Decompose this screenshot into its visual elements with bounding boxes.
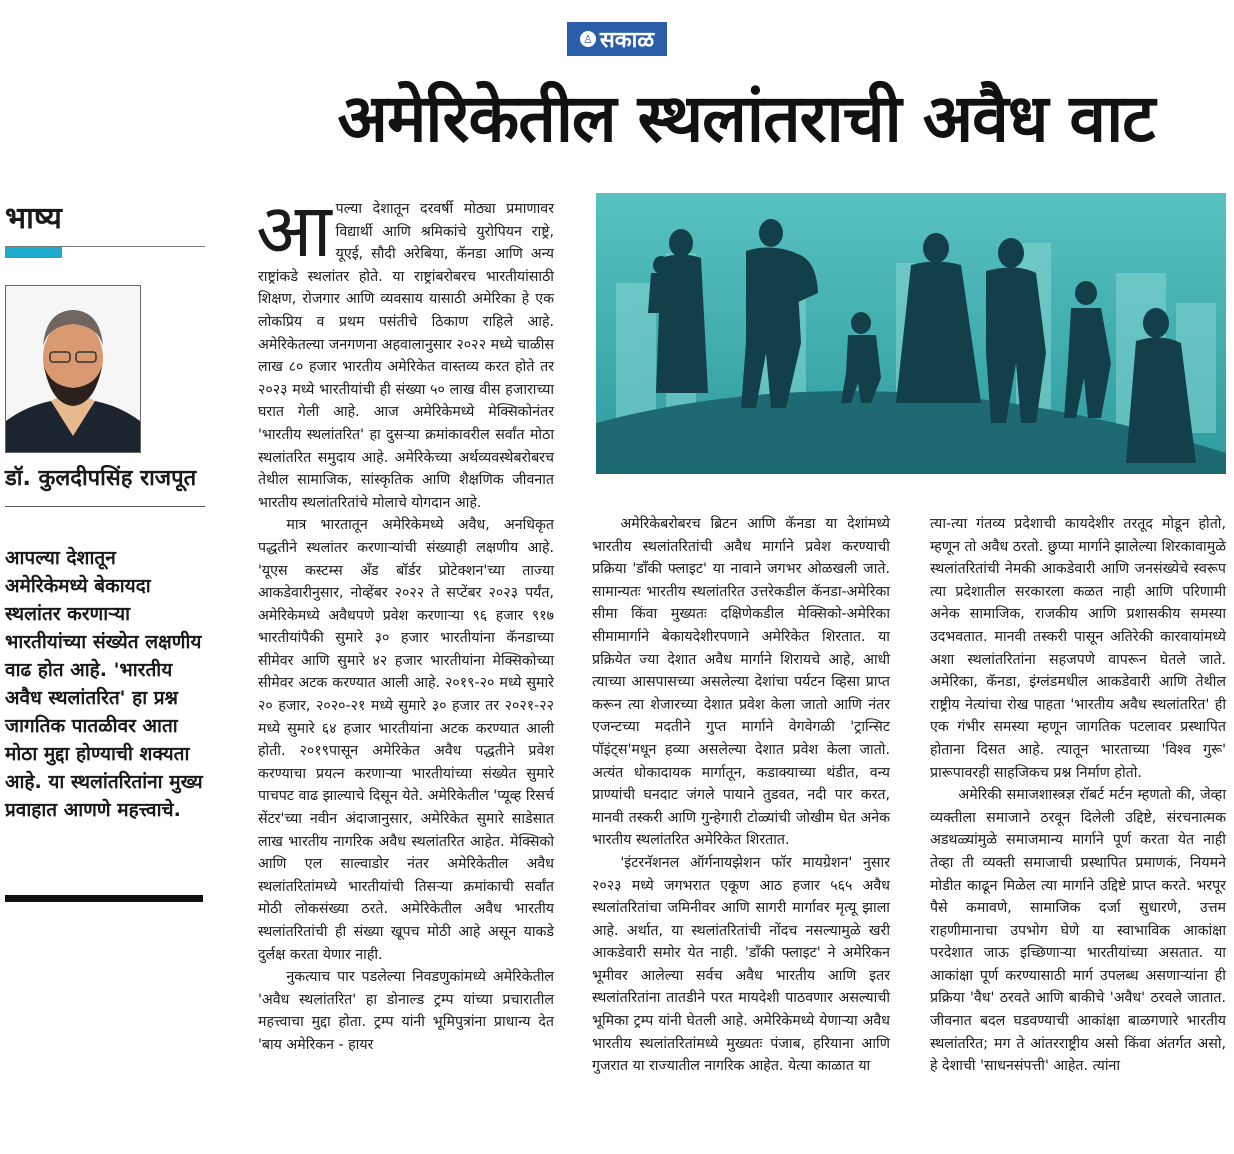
article-deck: आपल्या देशातून अमेरिकेमध्ये बेकायदा स्थलांतर करणाऱ्या भारतीयांच्या संख्येत लक्षणीय वाढ होत आहे. 'भारतीय अवैध स्थलांतरित' हा प्रश्न जागतिक पातळीवर आता मोठा मुद्दा होण्याची शक्यता आहे. या स्थलांतरितांना मुख्य प्रवाहात आणणे महत्त्वाचे. xyxy=(5,547,203,821)
article-column-1 xyxy=(256,188,554,1057)
paragraph: अमेरिकी समाजशास्त्रज्ञ रॉबर्ट मर्टन म्हणतो की, जेव्हा व्यक्तीला समाजाने ठरवून दिलेली उद्दिष्टे, संरचनात्मक अडथळ्यांमुळे समाजमान्य मार्गाने पूर्ण करता येत नाही तेव्हा ती व्यक्ती समाजाची प्रस्थापित प्रमाणकं, नियमने मोडीत काढून मिळेल त्या मार्गाने उद्दिष्टे प्राप्त करते. भरपूर पैसे कमावणे, सामाजिक दर्जा सुधारणे, उत्तम राहणीमानाचा उपभोग घेणे या स्वाभाविक आकांक्षा परदेशात जाऊ इच्छिणाऱ्या भारतीयांच्या असतात. या आकांक्षा पूर्ण करण्यासाठी मार्ग उपलब्ध असणाऱ्यांना ही प्रक्रिया 'वैध' ठरवते आणि बाकीचे 'अवैध' ठरवले जातात. जीवनात बदल घडवण्याची आकांक्षा बाळगणारे भारतीय स्थलांतरित; मग ते आंतरराष्ट्रीय असो किंवा अंतर्गत असो, हे देशाची 'साधनसंपत्ती' आहेत. त्यांना xyxy=(930,787,1226,1075)
paragraph: त्या-त्या गंतव्य प्रदेशाची कायदेशीर तरतूद मोडून होतो, म्हणून तो अवैध ठरतो. छुप्या मार्गाने झालेल्या शिरकावामुळे स्थलांतरितांची नेमकी आकडेवारी आणि जनसंख्येचे स्वरूप त्या प्रदेशातील सरकारला कळत नाही आणि परिणामी अनेक सामाजिक, राजकीय आणि प्रशासकीय समस्या उदभवतात. मानवी तस्करी पासून अतिरेकी कारवायांमध्ये अशा स्थलांतरितांना सहजपणे वापरून घेतले जाते. अमेरिका, कॅनडा, इंग्लंडमधील आकडेवारी आणि तेथील राष्ट्रीय नेत्यांचा रोख पाहता 'भारतीय अवैध स्थलांतरित' ही एक गंभीर समस्या म्हणून जागतिक पटलावर प्रस्थापित होताना दिसत आहे. त्यातून भारताच्या 'विश्व गुरू' प्रारूपावरही साहजिकच प्रश्न निर्माण होतो. xyxy=(930,516,1226,781)
migrants-illustration xyxy=(596,193,1226,474)
emblem-icon: ♙ xyxy=(580,31,596,47)
paragraph: नुकत्याच पार पडलेल्या निवडणुकांमध्ये अमेरिकेतील 'अवैध स्थलांतरित' हा डोनाल्ड ट्रम्प यांच्या प्रचारातील महत्त्वाचा मुद्दा होता. ट्रम्प यांनी भूमिपुत्रांना प्राधान्य देत 'बाय अमेरिकन - हायर xyxy=(258,969,554,1053)
article-column-2 xyxy=(592,513,890,1078)
section-label: भाष्य xyxy=(5,201,62,236)
section-accent-bar xyxy=(5,247,62,258)
author-photo xyxy=(5,285,141,453)
paragraph: आपल्या देशातून दरवर्षी मोठ्या प्रमाणावर विद्यार्थी आणि श्रमिकांचे युरोपियन राष्ट्रे, यूएई, सौदी अरेबिया, कॅनडा आणि अन्य राष्ट्रांकडे स्थलांतर होते. या राष्ट्रांबरोबरच भारतीयांसाठी शिक्षण, रोजगार आणि व्यवसाय यासाठी अमेरिका हे एक लोकप्रिय व प्रथम पसंतीचे ठिकाण राहिले आहे. अमेरिकेतल्या जनगणना अहवालानुसार २०२२ मध्ये चाळीस लाख ८० हजार भारतीय अमेरिकेत वास्तव्य करत होते तर २०२३ मध्ये भारतीयांची ही संख्या ५० लाख वीस हजाराच्या घरात गेली आहे. आज अमेरिकेमध्ये मेक्सिकोनंतर 'भारतीय स्थलांतरित' हा दुसऱ्या क्रमांकावरील सर्वांत मोठा स्थलांतरित समुदाय आहे. अमेरिकेच्या अर्थव्यवस्थेबरोबरच तेथील सामाजिक, सांस्कृतिक आणि शैक्षणिक जीवनात भारतीय स्थलांतरितांचे मोलाचे योगदान आहे. xyxy=(256,188,554,511)
sakal-logo xyxy=(567,22,667,56)
drop-cap: आ xyxy=(256,188,332,274)
paragraph: मात्र भारतातून अमेरिकेमध्ये अवैध, अनधिकृत पद्धतीने स्थलांतर करणाऱ्यांची संख्याही लक्षणीय आहे. 'यूएस कस्टम्स अँड बॉर्डर प्रोटेक्शन'च्या ताज्या आकडेवारीनुसार, नोव्हेंबर २०२२ ते सप्टेंबर २०२३ पर्यंत, अमेरिकेमध्ये अवैधपणे प्रवेश करणाऱ्या ९६ हजार ९१७ भारतीयांपैकी सुमारे ३० हजार भारतीयांना कॅनडाच्या सीमेवर आणि सुमारे ४२ हजार भारतीयांना मेक्सिकोच्या सीमेवर अटक करण्यात आली आहे. २०१९-२० मध्ये सुमारे २० हजार, २०२०-२१ मध्ये सुमारे ३० हजार तर २०२१-२२ मध्ये सुमारे ६४ हजार भारतीयांना अटक करण्यात आली होती. २०१९पासून अमेरिकेत अवैध पद्धतीने प्रवेश करण्याचा प्रयत्न करणाऱ्या भारतीयांच्या संख्येत सुमारे पाचपट वाढ झाल्याचे दिसून येते. अमेरिकेतील 'प्यूव्ह रिसर्च सेंटर'च्या नवीन अंदाजानुसार, अमेरिकेत सुमारे साडेसात लाख भारतीय नागरिक अवैध स्थलांतरित आहेत. मेक्सिको आणि एल साल्वाडोर नंतर अमेरिकेतील अवैध स्थलांतरितांमध्ये भारतीयांची तिसऱ्या क्रमांकाची सर्वांत मोठी लोकसंख्या ठरते. अमेरिकेतील अवैध भारतीय स्थलांतरितांची ही संख्या खूपच मोठी आहे असून याकडे दुर्लक्ष करता येणार नाही. xyxy=(258,517,554,963)
logo-text: सकाळ xyxy=(599,28,655,53)
deck-divider xyxy=(5,895,203,902)
headline: अमेरिकेतील स्थलांतराची अवैध वाट xyxy=(337,80,1155,157)
author-divider xyxy=(5,506,205,507)
paragraph: 'इंटरनॅशनल ऑर्गनायझेशन फॉर मायग्रेशन' नुसार २०२३ मध्ये जगभरात एकूण आठ हजार ५६५ अवैध स्थलांतरितांचा जमिनीवर आणि सागरी मार्गावर मृत्यू झाला आहे. अर्थात, या स्थलांतरितांची नोंदच नसल्यामुळे खरी आकडेवारी समोर येत नाही. 'डाँकी फ्लाइट' ने अमेरिकन भूमीवर आलेल्या सर्वच अवैध भारतीय आणि इतर स्थलांतरितांना तातडीने परत मायदेशी पाठवणार असल्याची भूमिका ट्रम्प यांनी घेतली आहे. अमेरिकेमध्ये येणाऱ्या अवैध भारतीय स्थलांतरितांमध्ये मुख्यतः पंजाब, हरियाना आणि गुजरात या राज्यातील नागरिक आहेत. येत्या काळात या xyxy=(592,854,890,1075)
paragraph: अमेरिकेबरोबरच ब्रिटन आणि कॅनडा या देशांमध्ये भारतीय स्थलांतरितांची अवैध मार्गाने प्रवेश करण्याची प्रक्रिया 'डाँकी फ्लाइट' या नावाने जगभर ओळखली जाते. सामान्यतः भारतीय स्थलांतरित उत्तरेकडील कॅनडा-अमेरिका सीमा किंवा मुख्यतः दक्षिणेकडील मेक्सिको-अमेरिका सीमामार्गाने बेकायदेशीरपणाने अमेरिकेत शिरतात. या प्रक्रियेत ज्या देशात अवैध मार्गाने शिरायचे आहे, आधी त्याच्या आसपासच्या असलेल्या देशांचा पर्यटन व्हिसा प्राप्त करून त्या शेजारच्या देशात प्रवेश केला जातो आणि नंतर एजन्टच्या मदतीने गुप्त मार्गाने वेगवेगळी 'ट्रान्सिट पॉइंट्स'मधून हव्या असलेल्या देशात प्रवेश केला जातो. अत्यंत धोकादायक मार्गातून, कडाक्याच्या थंडीत, वन्य प्राण्यांची घनदाट जंगले पायाने तुडवत, नदी पार करत, मानवी तस्करी आणि गुन्हेगारी टोळ्यांची जोखीम घेत अनेक भारतीय स्थलांतरित अमेरिकेत शिरतात. xyxy=(592,516,890,849)
author-name: डॉ. कुलदीपसिंह राजपूत xyxy=(5,466,197,491)
article-column-3 xyxy=(930,513,1226,1078)
